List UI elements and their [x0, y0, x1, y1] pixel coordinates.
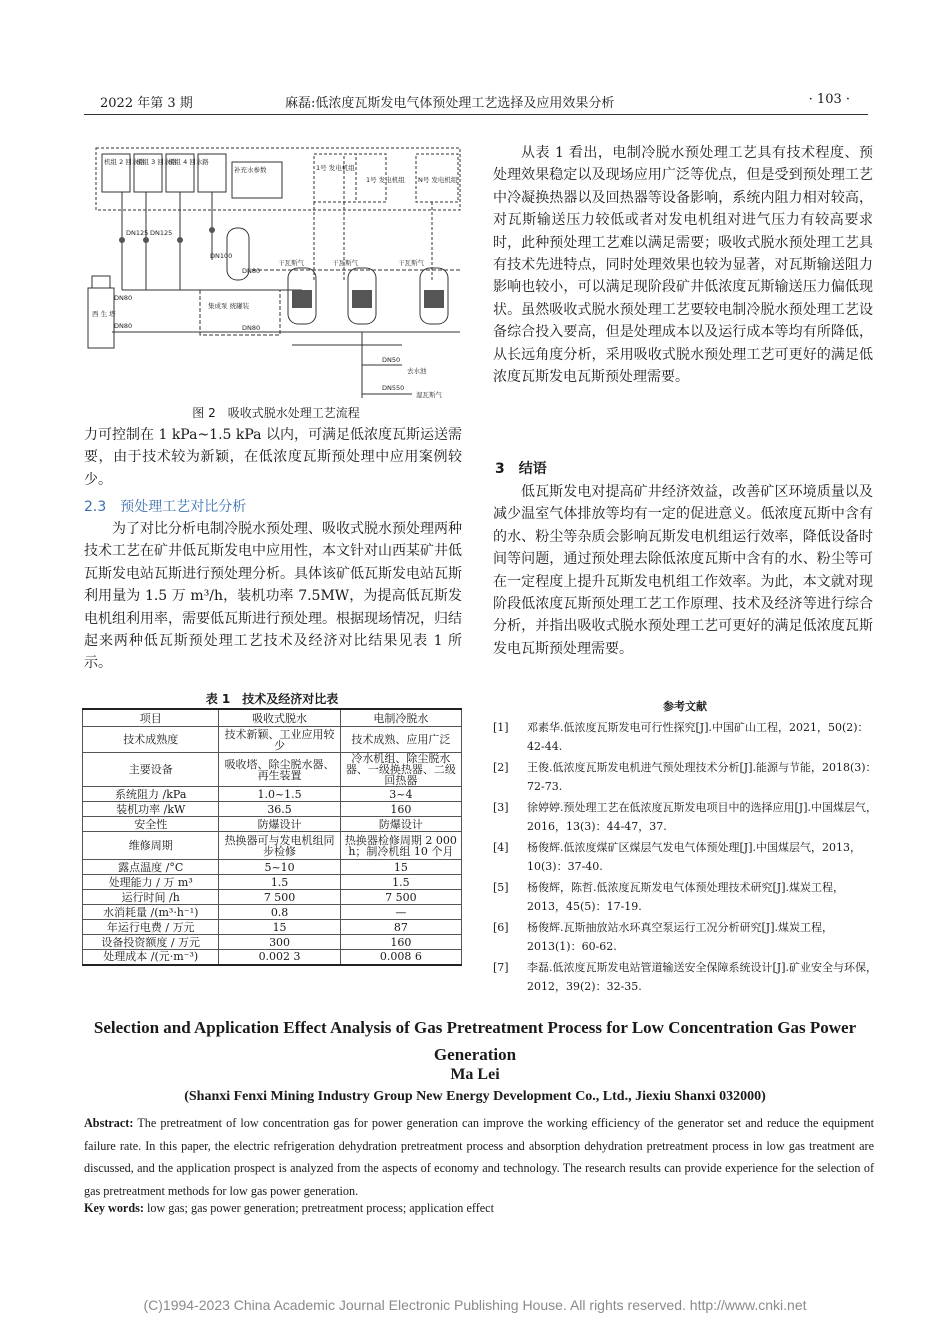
collector-label: 集成泵 统罐装	[208, 302, 250, 310]
references-heading: 参考文献	[663, 700, 707, 713]
table-cell: 160	[340, 802, 461, 817]
dn80d: DN80	[242, 324, 261, 332]
table-cell: 热换器检修周期 2 000 h；制冷机组 10 个月	[340, 832, 461, 860]
table-cell: 36.5	[219, 802, 340, 817]
bypass-label: 补充水参数	[234, 166, 267, 174]
table-cell: 主要设备	[83, 753, 219, 787]
dn80a: DN80	[114, 294, 133, 302]
wet-gas-label: 湿瓦斯气	[416, 391, 442, 398]
table-row	[83, 727, 462, 753]
continuation-paragraph: 力可控制在 1 kPa~1.5 kPa 以内，可满足低浓度瓦斯运送需要，由于技术较为新颖，在低浓度瓦斯预处理中应用案例较少。	[84, 427, 462, 488]
table-row	[83, 920, 462, 935]
valve	[177, 237, 183, 243]
page-number: · 103 ·	[808, 92, 850, 107]
table-header: 吸收式脱水	[219, 709, 340, 727]
table-cell: 水消耗量 /(m³·h⁻¹)	[83, 905, 219, 920]
dn100: DN100	[210, 252, 233, 260]
table-caption: 表 1 技术及经济对比表	[205, 692, 339, 706]
comparison-table	[82, 708, 462, 966]
tower-top	[92, 276, 110, 288]
gen1-box	[314, 154, 356, 202]
section-2-3-paragraph: 为了对比分析电制冷脱水预处理、吸收式脱水预处理两种技术工艺在矿井低瓦斯发电中应用性，本文针对山西某矿井低瓦斯发电站瓦斯进行预处理分析。具体该矿低瓦斯发电站瓦斯利用量为 1.5 万 m³/h，装机功率 7.5MW，为提高低瓦斯发电机组利用率，需要低瓦斯进行预处理。根据现场情况，归结起来两种低瓦斯预处理工艺技术及经济对比结果见表 1 所示。	[84, 521, 462, 672]
process-flow-diagram	[82, 140, 470, 398]
reference-number: [5]	[493, 881, 509, 894]
english-affiliation: (Shanxi Fenxi Mining Industry Group New Energy Development Co., Ltd., Jiexiu Shanxi 032000)	[184, 1089, 766, 1104]
table-row	[83, 753, 462, 787]
valve	[209, 227, 215, 233]
table-row	[83, 935, 462, 950]
vessel-3-pack	[424, 290, 444, 308]
left-section-2-3	[84, 518, 462, 675]
table-cell: 160	[340, 935, 461, 950]
header-rule	[84, 114, 868, 115]
right-paragraph-2: 低瓦斯发电对提高矿井经济效益，改善矿区环境质量以及减少温室气体排放等均有一定的促进意义。低浓度瓦斯中含有的水、粉尘等杂质会影响瓦斯发电机组运行效率，降低设备时间等问题，通过预处理去除低浓度瓦斯中含有的水、粉尘等可在一定程度上提升瓦斯发电机组工作效率。为此，本文就对现阶段低浓度瓦斯预处理工艺工作原理、技术及经济等进行综合分析，并指出吸收式脱水预处理工艺可更好的满足低浓度瓦斯发电瓦斯预处理需要。	[493, 484, 873, 657]
dry-gas-3: 干瓦斯气	[398, 259, 424, 267]
running-header	[100, 92, 850, 112]
vessel-2-pack	[352, 290, 372, 308]
reference-item	[493, 758, 878, 796]
collector-box	[200, 290, 280, 335]
table-cell: 0.002 3	[219, 950, 340, 965]
table-cell: 防爆设计	[219, 817, 340, 832]
table-cell: 维修周期	[83, 832, 219, 860]
reference-item	[493, 798, 878, 836]
process-flow-figure	[82, 140, 470, 398]
running-title: 麻磊:低浓度瓦斯发电气体预处理工艺选择及应用效果分析	[285, 96, 615, 111]
table-cell: 技术成熟、应用广泛	[340, 727, 461, 753]
table-cell: 热换器可与发电机组同步检修	[219, 832, 340, 860]
table-cell: 防爆设计	[340, 817, 461, 832]
table-cell: 处理成本 /(元·m⁻³)	[83, 950, 219, 965]
keywords-text: low gas; gas power generation; pretreatment process; application effect	[146, 1201, 494, 1215]
dry-gas-2: 干瓦斯气	[332, 259, 358, 267]
table-cell: 300	[219, 935, 340, 950]
valve	[143, 237, 149, 243]
issue-label: 2022 年第 3 期	[100, 96, 193, 111]
reference-number: [2]	[493, 761, 509, 774]
table-row	[83, 802, 462, 817]
table-cell: 安全性	[83, 817, 219, 832]
table-cell: 7 500	[340, 890, 461, 905]
dn80b: DN80	[114, 322, 133, 330]
dn125a: DN125	[126, 229, 149, 237]
reference-text: 邓素华.低浓度瓦斯发电可行性探究[J].中国矿山工程，2021，50(2)：42-44.	[527, 721, 869, 753]
right-paragraph-1-block	[493, 142, 873, 388]
dn80c: DN80	[242, 267, 261, 275]
reference-text: 杨俊辉，陈哲.低浓度瓦斯发电气体预处理技术研究[J].煤炭工程，2013，45(5)：17-19.	[527, 881, 844, 913]
table-row	[83, 875, 462, 890]
table-cell: 7 500	[219, 890, 340, 905]
dn550: DN550	[382, 384, 405, 392]
dry-gas-1: 干瓦斯气	[278, 259, 304, 267]
english-title: Selection and Application Effect Analysis of Gas Pretreatment Process for Low Concentration Gas Power Generation	[93, 1018, 857, 1064]
table-row	[83, 890, 462, 905]
table-cell: 系统阻力 /kPa	[83, 787, 219, 802]
references-list	[493, 718, 878, 998]
dn125b: DN125	[150, 229, 173, 237]
dn50: DN50	[382, 356, 401, 364]
table-cell: 设备投资额度 / 万元	[83, 935, 219, 950]
reference-item	[493, 718, 878, 756]
table-row	[83, 905, 462, 920]
reference-number: [4]	[493, 841, 509, 854]
table-cell: 3~4	[340, 787, 461, 802]
reference-text: 李磊.低浓度瓦斯发电站管道输送安全保障系统设计[J].矿业安全与环保，2012，39(2)：32-35.	[527, 961, 877, 993]
reference-text: 徐婷婷.预处理工艺在低浓度瓦斯发电项目中的选择应用[J].中国煤层气，2016，13(3)：44-47，37.	[527, 801, 877, 833]
section-3-heading: 3 结语	[495, 461, 547, 477]
to-pool-label: 去水池	[407, 367, 427, 375]
table-header-row	[83, 709, 462, 727]
table-cell: 1.5	[340, 875, 461, 890]
gen1-label: 1号 发电机组	[316, 164, 355, 172]
table-cell: 1.0~1.5	[219, 787, 340, 802]
table-cell: 装机功率 /kW	[83, 802, 219, 817]
reference-number: [6]	[493, 921, 509, 934]
english-keywords	[84, 1201, 874, 1216]
table-cell: 处理能力 / 万 m³	[83, 875, 219, 890]
reference-text: 王俊.低浓度瓦斯发电机进气预处理技术分析[J].能源与节能，2018(3)：72-73.	[527, 761, 877, 793]
valve	[119, 237, 125, 243]
table-cell: 0.8	[219, 905, 340, 920]
table-cell: 技术成熟度	[83, 727, 219, 753]
table-cell: 运行时间 /h	[83, 890, 219, 905]
figure-caption: 图 2 吸收式脱水处理工艺流程	[192, 406, 360, 420]
unit4-label: 机组 4 回水路	[168, 158, 209, 166]
table-cell: 露点温度 /°C	[83, 860, 219, 875]
table-cell: 吸收塔、除尘脱水器、再生装置	[219, 753, 340, 787]
keywords-label: Key words:	[84, 1201, 144, 1215]
table-cell: 冷水机组、除尘脱水器、一级换热器、二级回热器	[340, 753, 461, 787]
english-author: Ma Lei	[450, 1066, 500, 1083]
table-row	[83, 860, 462, 875]
reference-item	[493, 838, 878, 876]
table-cell: —	[340, 905, 461, 920]
left-continuation	[84, 424, 462, 491]
unit3-label: 机组 3 回水路	[136, 158, 177, 166]
reference-text: 杨俊辉.低浓度煤矿区煤层气发电气体预处理[J].中国煤层气，2013，10(3)：37-40.	[527, 841, 861, 873]
table-row	[83, 832, 462, 860]
table-cell: 87	[340, 920, 461, 935]
section-2-3-heading: 2.3 预处理工艺对比分析	[84, 499, 247, 515]
table-cell: 0.008 6	[340, 950, 461, 965]
reference-item	[493, 878, 878, 916]
table-header: 项目	[83, 709, 219, 727]
table-row	[83, 817, 462, 832]
reference-item	[493, 918, 878, 956]
right-paragraph-2-block	[493, 481, 873, 660]
table-cell: 技术新颖、工业应用较少	[219, 727, 340, 753]
tower-label: 西 生 塔	[92, 310, 116, 318]
table-header: 电制冷脱水	[340, 709, 461, 727]
unit2-label: 机组 2 回水路	[104, 158, 145, 166]
copyright-footer: (C)1994-2023 China Academic Journal Electronic Publishing House. All rights reserved. http://www.cnki.net	[143, 1297, 807, 1313]
table-cell: 15	[340, 860, 461, 875]
regen-tower	[88, 288, 114, 348]
genN-label: N号 发电机组	[418, 176, 458, 184]
reference-number: [3]	[493, 801, 509, 814]
table-row	[83, 950, 462, 965]
abstract-text: The pretreatment of low concentration gas for power generation can improve the working efficiency of the generator set and reduce the equipment failure rate. In this paper, the electric refrigeration dehydration pretreatment process and absorption dehydration pretreatment process in low gas treatment are discussed, and the application prospect is analyzed from the aspects of economy and technology. The research results can provide experience for the selection of gas pretreatment methods for low gas power generation.	[84, 1116, 874, 1198]
table-row	[83, 787, 462, 802]
right-paragraph-1: 从表 1 看出，电制冷脱水预处理工艺具有技术程度、预处理效果稳定以及现场应用广泛等优点，但是受到预处理工艺中冷凝换热器以及回热器等设备影响，系统内阻力相对较高，对瓦斯输送压力较低或者对发电机组对进气压力有较高要求时，此种预处理工艺难以满足需要；吸收式脱水预处理工艺具有技术先进特点，同时处理效果也较为显著，对瓦斯输送阻力影响也较小，可以满足现阶段矿井低浓度瓦斯输送压力偏低现状。虽然吸收式脱水预处理工艺要较电制冷脱水预处理工艺设备综合投入要高，但是处理成本以及运行成本等均有所降低，从长远角度分析，采用吸收式脱水预处理工艺可更好的满足低浓度瓦斯发电瓦斯预处理需要。	[493, 145, 873, 386]
gen1b-label: 1号 发电机组	[366, 176, 405, 184]
table-cell: 15	[219, 920, 340, 935]
table-cell: 1.5	[219, 875, 340, 890]
table-cell: 年运行电费 / 万元	[83, 920, 219, 935]
reference-item	[493, 958, 878, 996]
table-cell: 5~10	[219, 860, 340, 875]
vessel-1-pack	[292, 290, 312, 308]
english-abstract	[84, 1112, 874, 1202]
reference-text: 杨俊辉.瓦斯抽放站水环真空泵运行工况分析研究[J].煤炭工程，2013(1)：60-62.	[527, 921, 833, 953]
reference-number: [7]	[493, 961, 509, 974]
reference-number: [1]	[493, 721, 509, 734]
abstract-label: Abstract:	[84, 1116, 134, 1130]
